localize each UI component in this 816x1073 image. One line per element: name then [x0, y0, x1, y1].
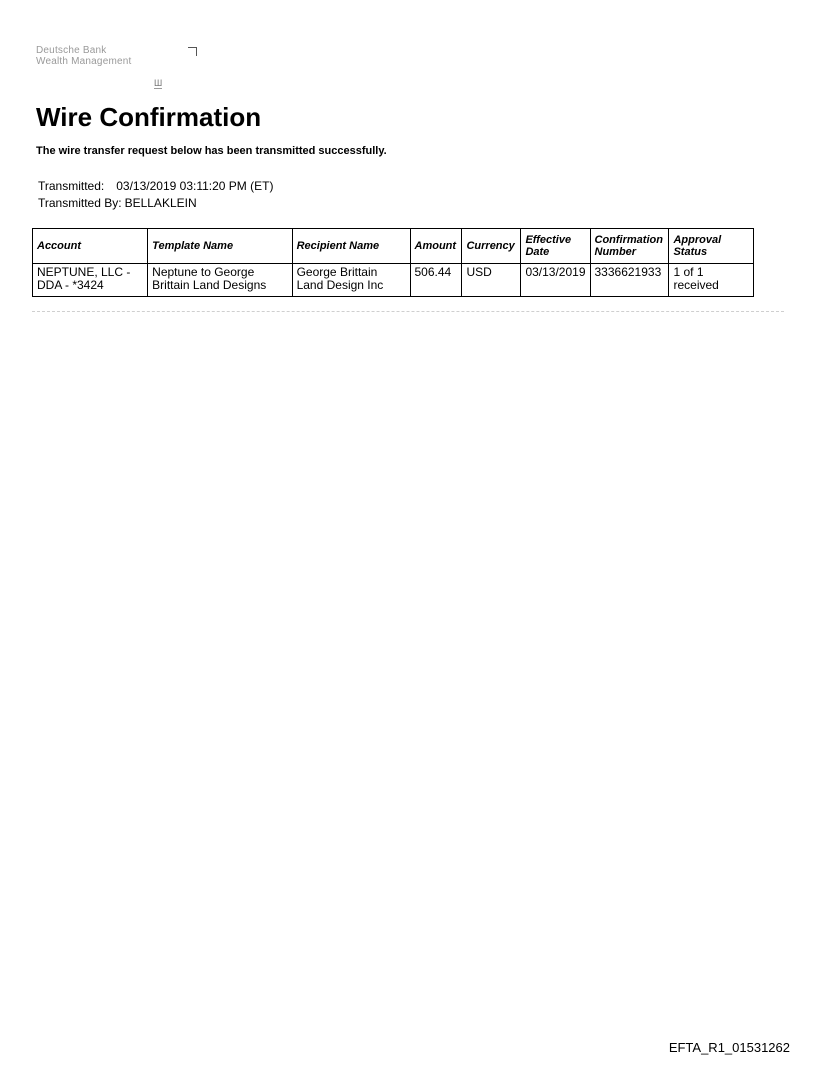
col-header-recipient: Recipient Name [292, 229, 410, 264]
cell-effective-date: 03/13/2019 [521, 264, 590, 297]
col-header-amount: Amount [410, 229, 462, 264]
corner-mark-icon [188, 47, 197, 56]
cell-template: Neptune to George Brittain Land Designs [148, 264, 292, 297]
logo-line-1: Deutsche Bank [36, 45, 107, 56]
status-message: The wire transfer request below has been transmitted successfully. [36, 145, 387, 157]
col-header-approval: Approval Status [669, 229, 754, 264]
table-header-row [33, 229, 754, 264]
transmitted-label: Transmitted: [38, 179, 105, 193]
page-title: Wire Confirmation [36, 102, 262, 132]
cell-currency: USD [462, 264, 521, 297]
table-row [33, 264, 754, 297]
transmitted-by-label: Transmitted By: [38, 196, 122, 210]
small-mark: Ш [154, 78, 163, 88]
document-id: EFTA_R1_01531262 [668, 1040, 790, 1055]
transmitted-value: 03/13/2019 03:11:20 PM (ET) [116, 179, 274, 193]
cell-amount: 506.44 [410, 264, 462, 297]
col-header-template: Template Name [148, 229, 292, 264]
cell-approval: 1 of 1 received [669, 264, 754, 297]
wire-table [32, 228, 754, 297]
col-header-currency: Currency [462, 229, 521, 264]
cell-confirmation: 3336621933 [590, 264, 669, 297]
cell-account: NEPTUNE, LLC - DDA - *3424 [33, 264, 148, 297]
cell-recipient: George Brittain Land Design Inc [292, 264, 410, 297]
transmitted-by-value: BELLAKLEIN [124, 196, 197, 210]
transmitted-row [38, 178, 273, 195]
transmitted-by-row [38, 195, 273, 212]
divider [32, 311, 784, 312]
transmission-info [38, 178, 273, 212]
col-header-confirmation: Confirmation Number [590, 229, 669, 264]
logo-line-2: Wealth Management [36, 56, 132, 67]
col-header-effective-date: Effective Date [521, 229, 590, 264]
bank-logo [36, 45, 132, 67]
col-header-account: Account [33, 229, 148, 264]
